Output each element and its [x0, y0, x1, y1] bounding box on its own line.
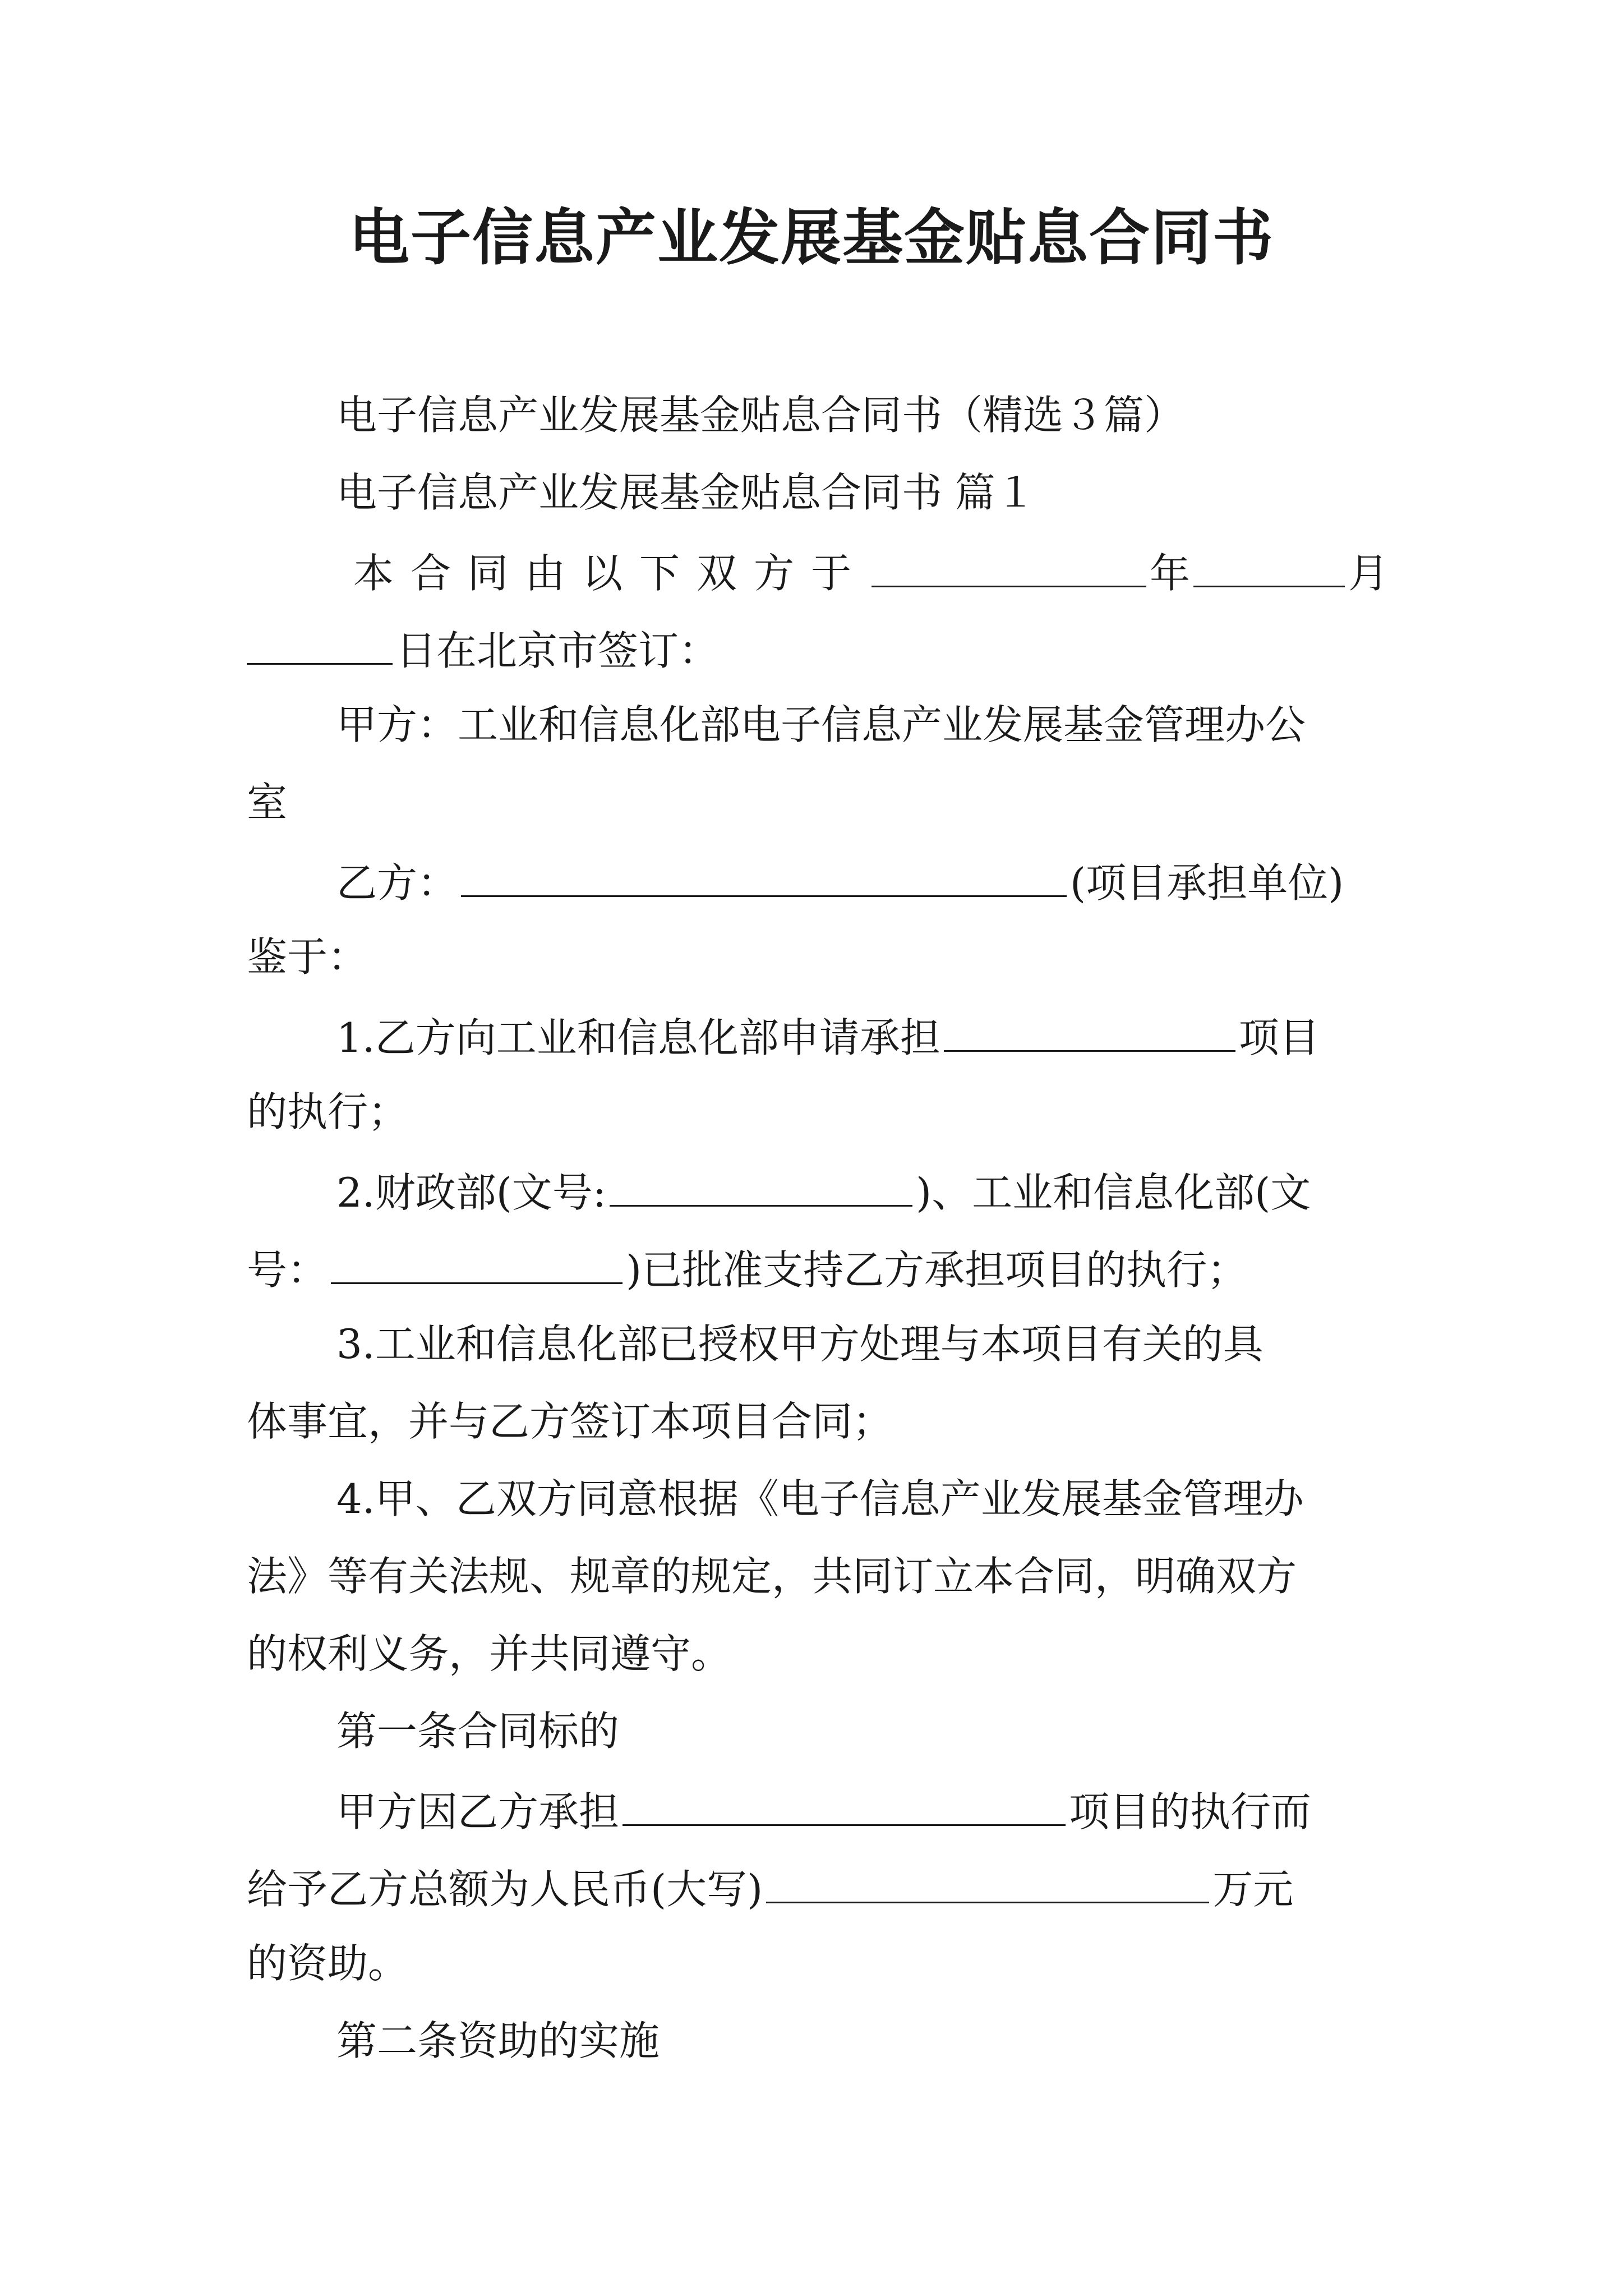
item4-line-3: 的权利义务，并共同遵守。: [247, 1630, 732, 1677]
intro-text: 本合同由以下双方于: [353, 550, 869, 597]
document-title: 电子信息产业发展基金贴息合同书: [348, 203, 1274, 273]
item2-docno-blank-2[interactable]: [331, 1239, 623, 1284]
section-heading: 电子信息产业发展基金贴息合同书 篇１: [336, 469, 1036, 516]
article1-line-3: 的资助。: [247, 1940, 409, 1987]
article1-amount-blank[interactable]: [766, 1858, 1209, 1903]
article1-heading: 第一条合同标的: [336, 1708, 620, 1755]
article2-heading: 第二条资助的实施: [336, 2017, 660, 2064]
party-b-label: 乙方：: [336, 859, 458, 907]
item1-suffix: 项目: [1238, 1014, 1320, 1061]
party-a-line-2: 室: [247, 779, 288, 826]
party-b-blank[interactable]: [461, 852, 1067, 897]
article1-line2-prefix: 给予乙方总额为人民币(大写): [247, 1866, 763, 1913]
intro-line-1: [353, 542, 1389, 601]
month-label: 月: [1348, 550, 1389, 597]
party-b-line: [336, 852, 1344, 911]
subtitle: 电子信息产业发展基金贴息合同书（精选３篇）: [336, 392, 1185, 439]
item4-line-2: 法》等有关法规、规章的规定，共同订立本合同，明确双方: [247, 1553, 1297, 1600]
article1-line1-prefix: 甲方因乙方承担: [336, 1788, 620, 1835]
item1-line-1: [336, 1006, 1320, 1066]
item1-project-blank[interactable]: [944, 1006, 1235, 1052]
intro-line-2: [247, 619, 719, 679]
article1-project-blank[interactable]: [623, 1780, 1066, 1826]
item1-prefix: 1.乙方向工业和信息化部申请承担: [336, 1014, 940, 1061]
item2-docno-blank-1[interactable]: [610, 1161, 912, 1207]
article1-line2-suffix: 万元: [1212, 1866, 1294, 1913]
month-blank[interactable]: [1193, 542, 1345, 587]
year-blank[interactable]: [872, 542, 1146, 587]
item2-prefix: 2.财政部(文号:: [336, 1169, 607, 1216]
article1-line-1: [336, 1780, 1311, 1840]
item4-line-1: 4.甲、乙双方同意根据《电子信息产业发展基金管理办: [336, 1475, 1304, 1522]
item3-line-2: 体事宜，并与乙方签订本项目合同；: [247, 1398, 893, 1445]
party-a-line-1: 甲方：工业和信息化部电子信息产业发展基金管理办公: [336, 701, 1306, 748]
item2-middle: )、工业和信息化部(文: [916, 1169, 1311, 1216]
party-b-suffix: (项目承担单位): [1070, 859, 1344, 907]
item3-line-1: 3.工业和信息化部已授权甲方处理与本项目有关的具: [336, 1320, 1264, 1368]
year-label: 年: [1150, 550, 1191, 597]
item2-line2-prefix: 号：: [247, 1246, 328, 1294]
article1-line-2: [247, 1858, 1293, 1917]
item1-line-2: 的执行；: [247, 1088, 409, 1135]
day-blank[interactable]: [247, 619, 393, 665]
item2-line-2: [247, 1239, 1247, 1298]
whereas-label: 鉴于：: [247, 933, 368, 981]
intro-text-2: 日在北京市签订：: [396, 627, 720, 674]
item2-line-1: [336, 1161, 1311, 1221]
article1-line1-suffix: 项目的执行而: [1069, 1788, 1312, 1835]
item2-line2-suffix: )已批准支持乙方承担项目的执行；: [626, 1246, 1248, 1294]
